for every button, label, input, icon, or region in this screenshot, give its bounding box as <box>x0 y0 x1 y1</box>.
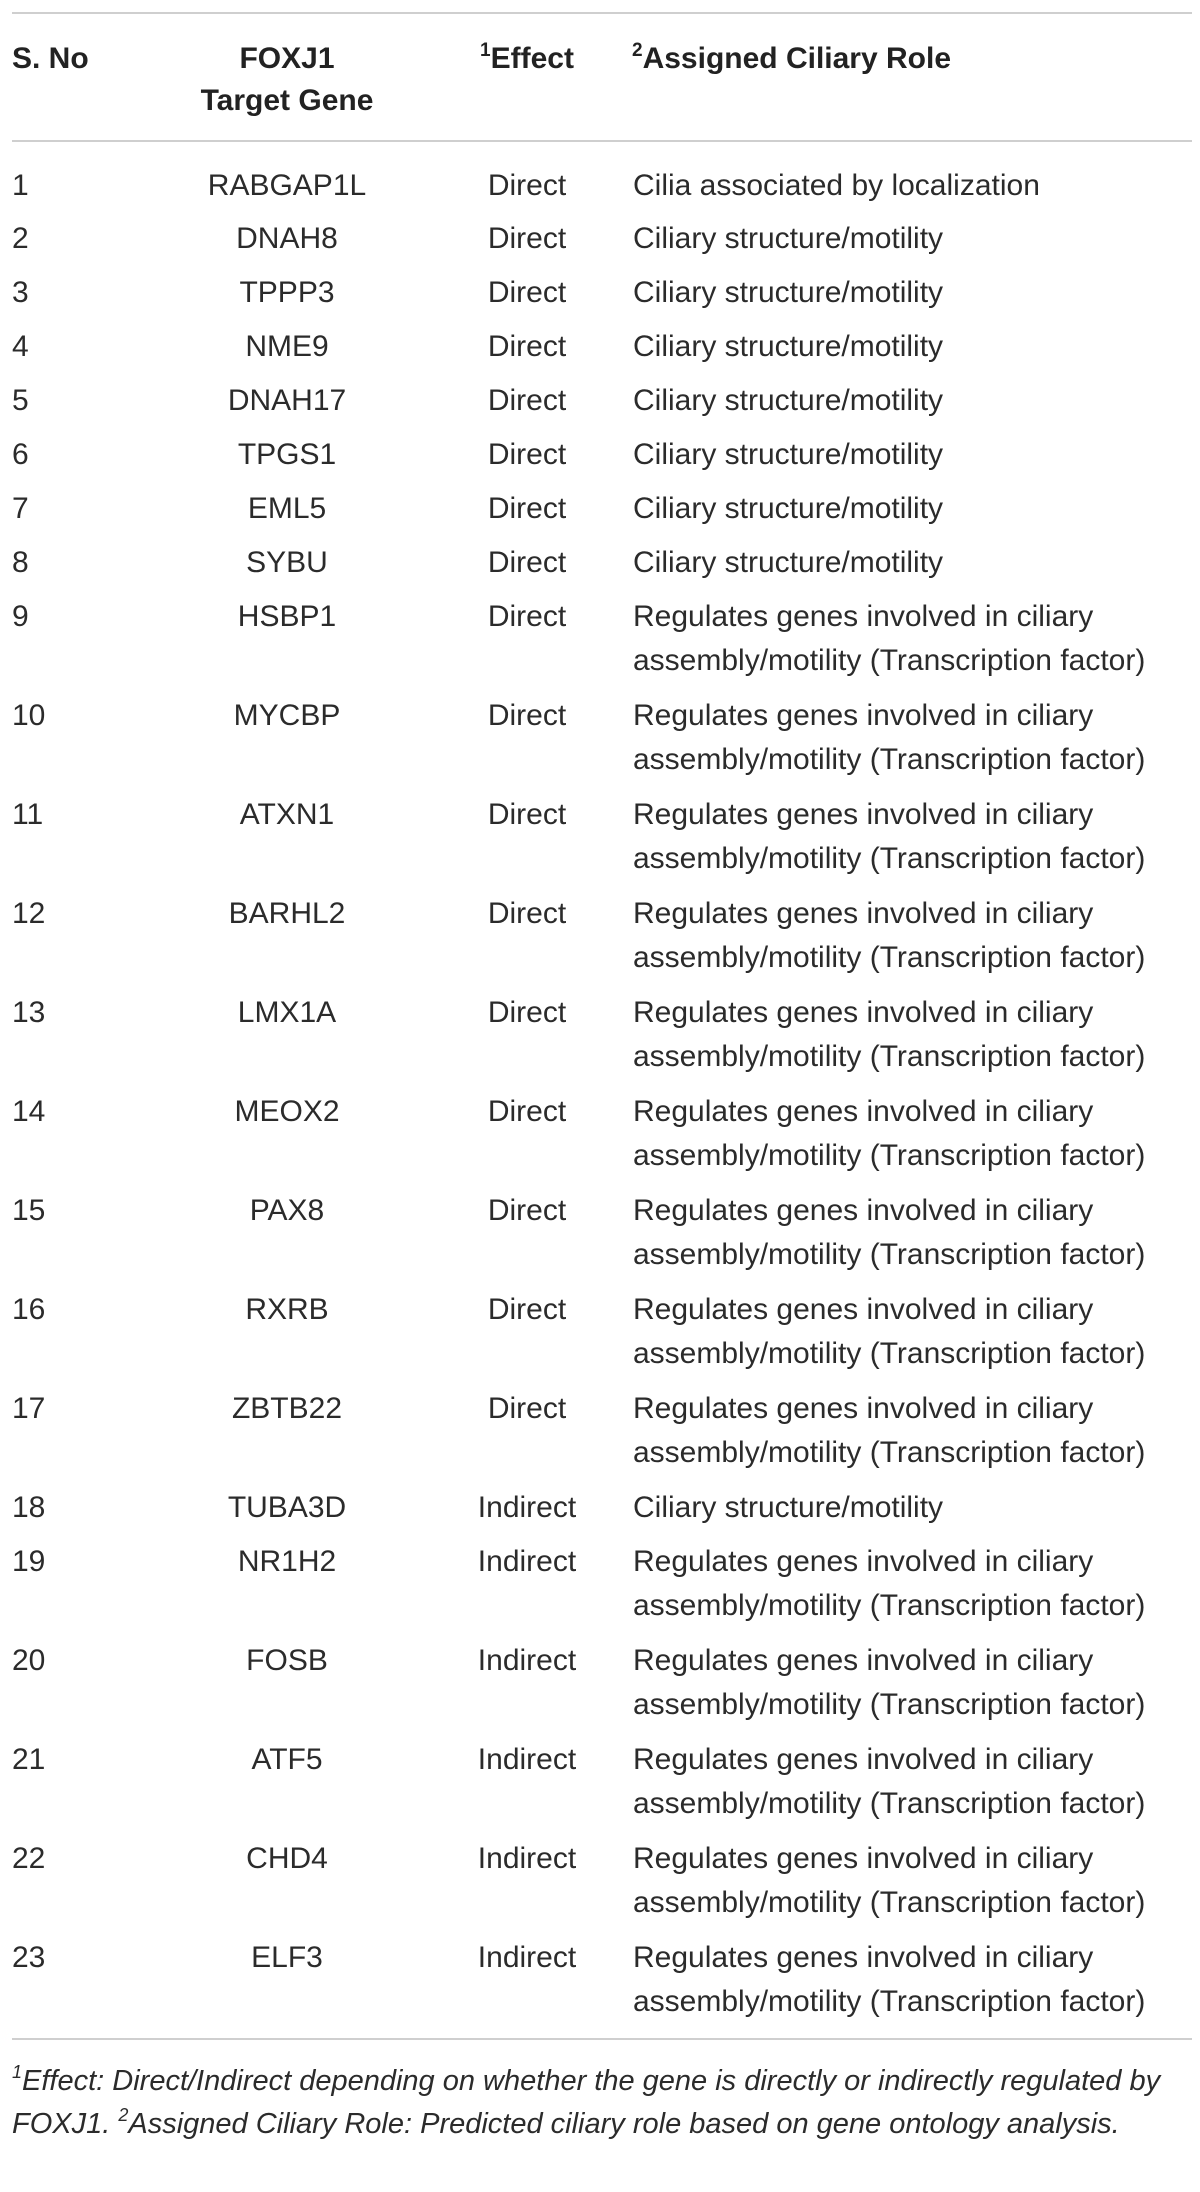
cell-role: Regulates genes involved in ciliary assembly/motility (Transcription factor) <box>633 1644 1146 1721</box>
cell-effect: Indirect <box>477 1941 577 1974</box>
table-row <box>12 1540 1192 1639</box>
cell-effect: Direct <box>487 1392 567 1425</box>
cell-effect: Indirect <box>477 1743 577 1776</box>
cell-effect: Direct <box>487 492 567 525</box>
cell-sno: 14 <box>12 1095 46 1128</box>
cell-gene: EML5 <box>247 492 327 525</box>
table-row <box>12 1189 1192 1288</box>
cell-gene: FOSB <box>246 1644 328 1677</box>
cell-gene: BARHL2 <box>228 897 346 930</box>
table-row <box>12 793 1192 892</box>
cell-sno: 16 <box>12 1293 46 1326</box>
cell-role: Ciliary structure/motility <box>633 492 944 525</box>
foxj1-target-table <box>12 12 1192 2038</box>
cell-gene: RABGAP1L <box>207 169 367 202</box>
cell-sno: 1 <box>12 169 29 202</box>
header-sno <box>12 13 152 141</box>
cell-effect: Direct <box>487 996 567 1029</box>
cell-role: Regulates genes involved in ciliary assembly/motility (Transcription factor) <box>633 1194 1146 1271</box>
cell-sno: 9 <box>12 600 29 633</box>
cell-role: Regulates genes involved in ciliary assembly/motility (Transcription factor) <box>633 600 1146 677</box>
cell-effect: Indirect <box>477 1842 577 1875</box>
table-row <box>12 325 1192 379</box>
header-gene <box>152 13 422 141</box>
cell-sno: 23 <box>12 1941 46 1974</box>
cell-sno: 22 <box>12 1842 46 1875</box>
cell-role: Regulates genes involved in ciliary assembly/motility (Transcription factor) <box>633 699 1146 776</box>
table-row <box>12 1639 1192 1738</box>
cell-sno: 2 <box>12 222 29 255</box>
cell-sno: 5 <box>12 384 29 417</box>
cell-effect: Direct <box>487 798 567 831</box>
cell-role: Ciliary structure/motility <box>633 276 944 309</box>
cell-effect: Direct <box>487 1194 567 1227</box>
cell-effect: Direct <box>487 699 567 732</box>
cell-gene: ATXN1 <box>239 798 335 831</box>
footnote <box>12 2060 1192 2146</box>
cell-role: Ciliary structure/motility <box>633 330 944 363</box>
cell-sno: 20 <box>12 1644 46 1677</box>
footnote-marker-2: 2 <box>118 2105 129 2125</box>
cell-gene: DNAH8 <box>236 222 338 255</box>
cell-gene: DNAH17 <box>227 384 347 417</box>
table-row <box>12 595 1192 694</box>
cell-sno: 21 <box>12 1743 46 1776</box>
cell-sno: 7 <box>12 492 29 525</box>
table-row <box>12 892 1192 991</box>
header-role <box>632 13 1192 141</box>
cell-effect: Indirect <box>477 1545 577 1578</box>
cell-role: Regulates genes involved in ciliary assembly/motility (Transcription factor) <box>633 1392 1146 1469</box>
cell-sno: 6 <box>12 438 29 471</box>
header-row <box>12 13 1192 141</box>
header-sno-label: S. No <box>12 42 89 75</box>
table-row <box>12 541 1192 595</box>
cell-role: Ciliary structure/motility <box>633 438 944 471</box>
cell-effect: Direct <box>487 169 567 202</box>
cell-effect: Direct <box>487 897 567 930</box>
table-body <box>12 141 1192 2038</box>
cell-sno: 13 <box>12 996 46 1029</box>
cell-gene: MEOX2 <box>234 1095 340 1128</box>
cell-sno: 12 <box>12 897 46 930</box>
table-row <box>12 271 1192 325</box>
cell-effect: Direct <box>487 600 567 633</box>
footnote-text-1: Effect: Direct/Indirect depending on whether the gene is directly or indirectly regulated by FOXJ1. <box>12 2065 1161 2140</box>
cell-role: Cilia associated by localization <box>633 169 1040 202</box>
cell-gene: HSBP1 <box>237 600 337 633</box>
cell-effect: Direct <box>487 1095 567 1128</box>
cell-gene: MYCBP <box>233 699 341 732</box>
table-row <box>12 433 1192 487</box>
cell-role: Ciliary structure/motility <box>633 546 944 579</box>
table-row <box>12 379 1192 433</box>
cell-sno: 8 <box>12 546 29 579</box>
cell-role: Regulates genes involved in ciliary assembly/motility (Transcription factor) <box>633 1095 1146 1172</box>
cell-gene: CHD4 <box>246 1842 328 1875</box>
table-row <box>12 1288 1192 1387</box>
cell-role: Ciliary structure/motility <box>633 384 944 417</box>
table-header <box>12 13 1192 141</box>
table-row <box>12 1090 1192 1189</box>
cell-role: Ciliary structure/motility <box>633 222 944 255</box>
header-role-marker: 2 <box>632 40 643 61</box>
cell-effect: Direct <box>487 276 567 309</box>
cell-role: Regulates genes involved in ciliary assembly/motility (Transcription factor) <box>633 1842 1146 1919</box>
cell-sno: 15 <box>12 1194 46 1227</box>
cell-role: Regulates genes involved in ciliary assembly/motility (Transcription factor) <box>633 1941 1146 2018</box>
cell-role: Regulates genes involved in ciliary assembly/motility (Transcription factor) <box>633 897 1146 974</box>
cell-gene: RXRB <box>245 1293 329 1326</box>
cell-role: Regulates genes involved in ciliary assembly/motility (Transcription factor) <box>633 1545 1146 1622</box>
cell-gene: NR1H2 <box>237 1545 337 1578</box>
cell-sno: 18 <box>12 1491 46 1524</box>
cell-effect: Direct <box>487 222 567 255</box>
cell-gene: NME9 <box>245 330 329 363</box>
cell-gene: ELF3 <box>251 1941 323 1974</box>
footnote-text-2: Assigned Ciliary Role: Predicted ciliary role based on gene ontology analysis. <box>128 2108 1120 2140</box>
table-row <box>12 141 1192 217</box>
cell-sno: 10 <box>12 699 46 732</box>
table-row <box>12 694 1192 793</box>
footnote-section <box>12 2038 1192 2146</box>
table-row <box>12 1486 1192 1540</box>
cell-gene: TUBA3D <box>227 1491 347 1524</box>
table-row <box>12 1738 1192 1837</box>
cell-gene: SYBU <box>246 546 328 579</box>
cell-gene: TPGS1 <box>237 438 337 471</box>
footnote-marker-1: 1 <box>12 2062 23 2082</box>
cell-effect: Direct <box>487 438 567 471</box>
cell-gene: ATF5 <box>251 1743 323 1776</box>
cell-sno: 11 <box>12 798 44 831</box>
header-gene-line1: FOXJ1 <box>239 42 335 75</box>
cell-effect: Direct <box>487 546 567 579</box>
header-effect-marker: 1 <box>480 40 491 61</box>
table-row <box>12 1936 1192 2038</box>
cell-gene: PAX8 <box>249 1194 325 1227</box>
table-row <box>12 217 1192 271</box>
cell-effect: Direct <box>487 330 567 363</box>
cell-role: Regulates genes involved in ciliary assembly/motility (Transcription factor) <box>633 1293 1146 1370</box>
cell-role: Regulates genes involved in ciliary assembly/motility (Transcription factor) <box>633 798 1146 875</box>
header-effect-label: Effect <box>490 42 574 75</box>
cell-role: Regulates genes involved in ciliary assembly/motility (Transcription factor) <box>633 1743 1146 1820</box>
table-row <box>12 1387 1192 1486</box>
header-gene-line2: Target Gene <box>200 84 374 117</box>
table-row <box>12 1837 1192 1936</box>
cell-effect: Direct <box>487 1293 567 1326</box>
cell-gene: TPPP3 <box>239 276 335 309</box>
cell-sno: 19 <box>12 1545 46 1578</box>
table-row <box>12 487 1192 541</box>
cell-gene: ZBTB22 <box>231 1392 343 1425</box>
cell-role: Regulates genes involved in ciliary assembly/motility (Transcription factor) <box>633 996 1146 1073</box>
header-role-label: Assigned Ciliary Role <box>642 42 952 75</box>
cell-gene: LMX1A <box>237 996 337 1029</box>
cell-effect: Indirect <box>477 1491 577 1524</box>
cell-sno: 4 <box>12 330 29 363</box>
cell-effect: Direct <box>487 384 567 417</box>
cell-sno: 3 <box>12 276 29 309</box>
header-effect <box>422 13 632 141</box>
cell-role: Ciliary structure/motility <box>633 1491 944 1524</box>
table-row <box>12 991 1192 1090</box>
cell-sno: 17 <box>12 1392 46 1425</box>
cell-effect: Indirect <box>477 1644 577 1677</box>
